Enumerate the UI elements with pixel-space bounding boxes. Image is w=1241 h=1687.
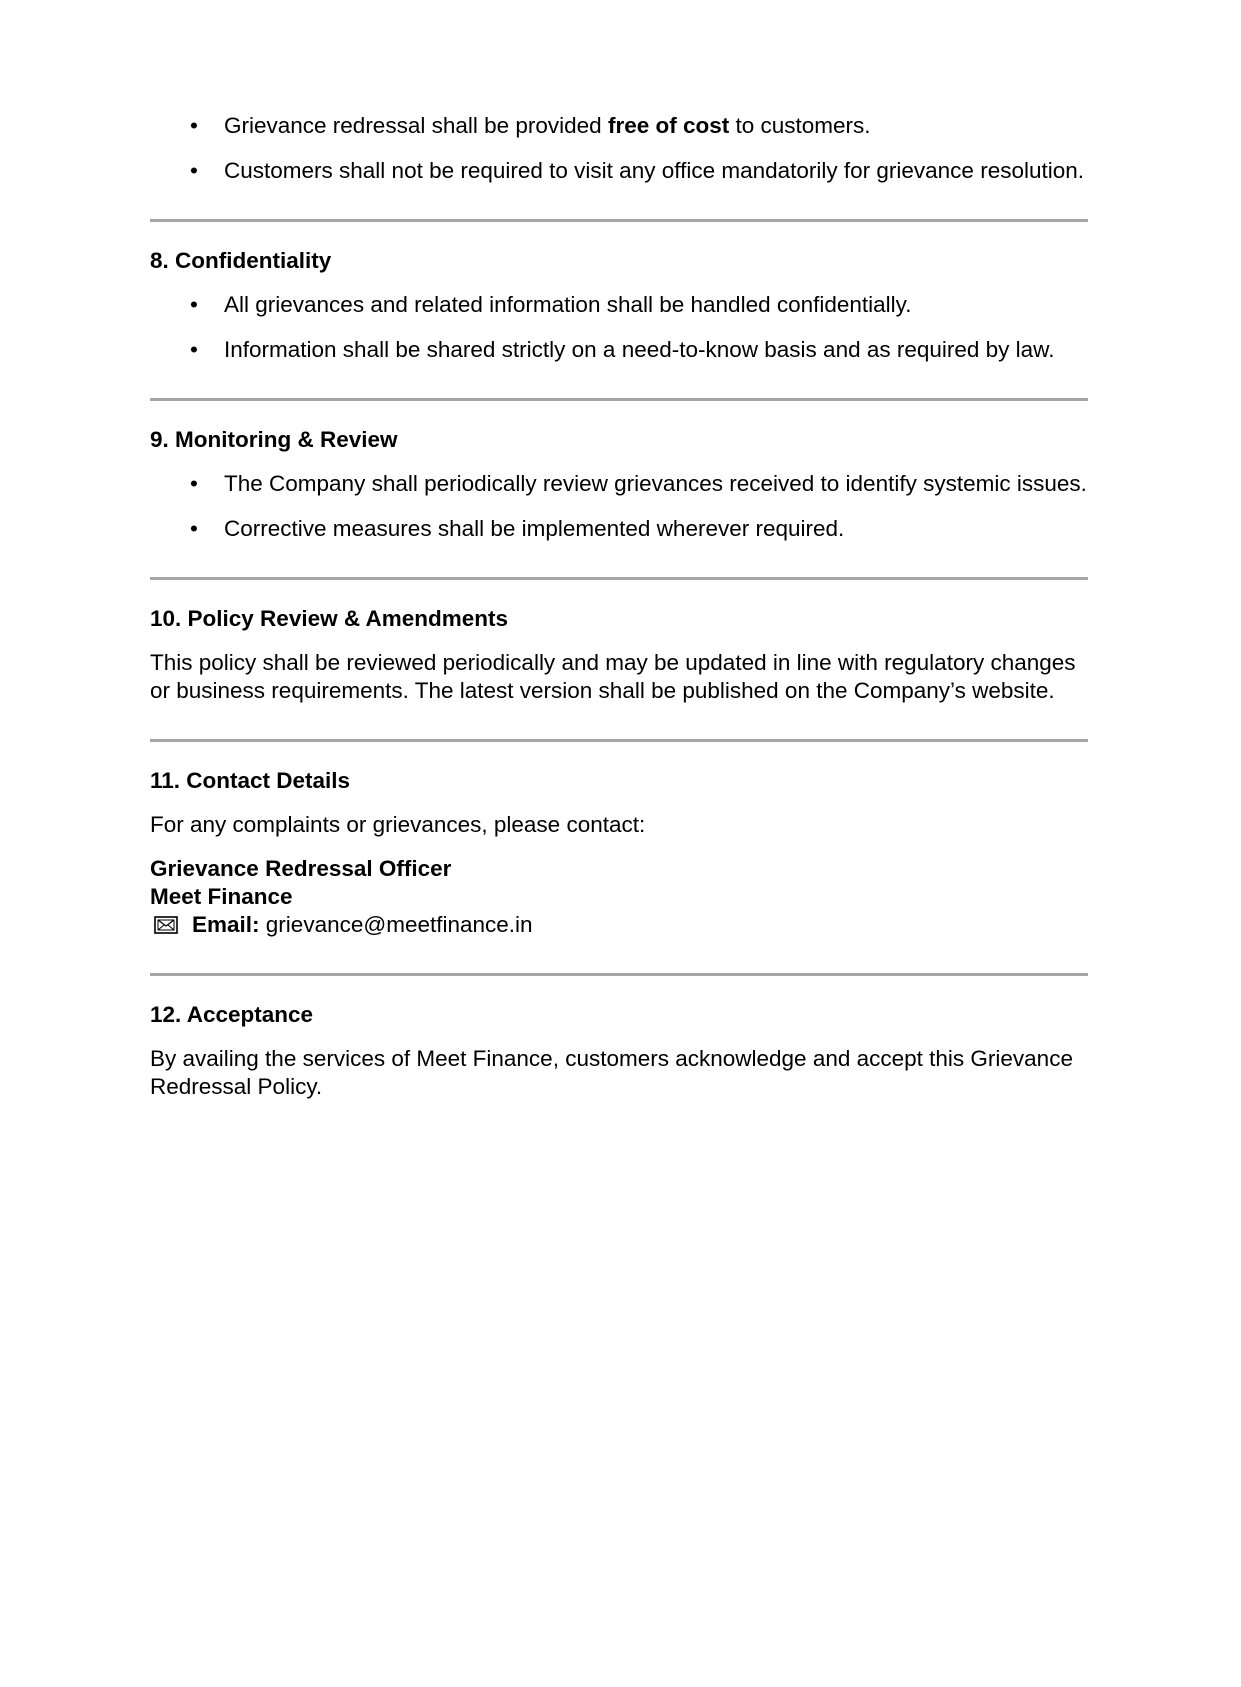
section-divider [150,577,1088,580]
section-acceptance [150,1001,1088,1101]
section-body: This policy shall be reviewed periodically and may be updated in line with regulatory changes or business requirements. The latest version shall be published on the Company’s website. [150,650,1076,703]
email-line [150,911,1088,939]
bullet-marker: • [190,292,198,317]
list-item: • The Company shall periodically review grievances received to identify systemic issues. [150,470,1088,498]
company-name: Meet Finance [150,884,293,909]
intro-bullet-list [150,112,1088,185]
email-address[interactable]: grievance@meetfinance.in [265,912,533,937]
section-heading: 10. Policy Review & Amendments [150,606,509,631]
section-policy-review [150,605,1088,705]
bullet-list [150,470,1088,543]
list-item: • Grievance redressal shall be provided free of cost to customers. [150,112,1088,140]
contact-intro: For any complaints or grievances, please contact: [150,812,646,837]
section-heading: 9. Monitoring & Review [150,427,398,452]
section-monitoring [150,426,1088,543]
bullet-marker: • [190,516,198,541]
section-body: By availing the services of Meet Finance, customers acknowledge and accept this Grievance Redressal Policy. [150,1046,1073,1099]
section-heading: 11. Contact Details [150,768,351,793]
list-item: • All grievances and related information shall be handled confidentially. [150,291,1088,319]
email-icon [154,916,178,934]
officer-title: Grievance Redressal Officer [150,856,452,881]
section-contact [150,767,1088,939]
section-heading: 8. Confidentiality [150,248,332,273]
section-confidentiality [150,247,1088,364]
list-item: • Information shall be shared strictly on a need-to-know basis and as required by law. [150,336,1088,364]
section-divider [150,398,1088,401]
bullet-marker: • [190,337,198,362]
bullet-marker: • [190,158,198,183]
bullet-list [150,291,1088,364]
bullet-marker: • [190,113,198,138]
section-heading: 12. Acceptance [150,1002,314,1027]
list-item: • Corrective measures shall be implemented wherever required. [150,515,1088,543]
email-label: Email: [192,912,260,937]
list-item: • Customers shall not be required to visit any office mandatorily for grievance resolution. [150,157,1088,185]
bullet-marker: • [190,471,198,496]
section-divider [150,973,1088,976]
document-page [150,112,1088,1101]
contact-block [150,855,1088,939]
section-divider [150,739,1088,742]
section-divider [150,219,1088,222]
